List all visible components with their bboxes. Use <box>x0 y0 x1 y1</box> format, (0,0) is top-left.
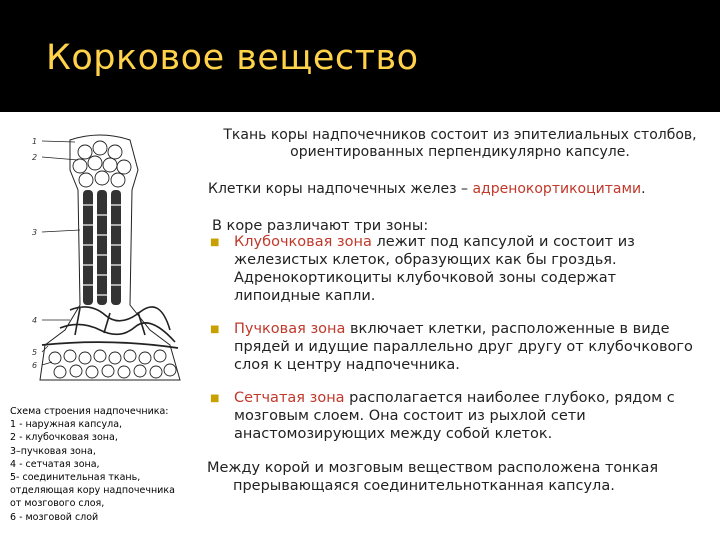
cells-prefix: Клетки коры надпочечных желез – <box>208 181 473 197</box>
square-bullet-icon: ■ <box>210 393 220 404</box>
caption-line: 5- соединительная ткань, <box>10 472 141 484</box>
caption-line: отделяющая кору надпочечника <box>10 485 175 497</box>
square-bullet-icon: ■ <box>210 237 220 248</box>
zone-term: Пучковая зона <box>234 321 346 337</box>
zones-intro: В коре различают три зоны: <box>212 218 429 234</box>
diagram-label-6: 6 <box>32 361 38 370</box>
caption-line: от мозгового слоя, <box>10 498 105 510</box>
cells-suffix: . <box>641 181 646 197</box>
slide-title: Корковое вещество <box>46 38 419 78</box>
cells-term: адренокортикоцитами <box>472 181 642 197</box>
zone-bullet-reticularis <box>210 389 700 443</box>
adrenal-cortex-diagram <box>20 130 200 400</box>
caption-line: 4 - сетчатая зона, <box>10 458 100 470</box>
cells-paragraph <box>208 181 708 197</box>
caption-line: 3–пучковая зона, <box>10 445 96 457</box>
caption-line: Схема строения надпочечника: <box>10 406 169 417</box>
diagram-label-2: 2 <box>32 153 38 162</box>
title-bar <box>0 0 720 112</box>
zone-term: Клубочковая зона <box>234 234 372 250</box>
caption-line: 2 - клубочковая зона, <box>10 432 118 444</box>
caption-line: 6 - мозговой слой <box>10 511 99 523</box>
zone-text: включает клетки, расположенные в виде прядей и идущие параллельно друг другу от клубочкового слоя к центру надпочечника. <box>234 321 693 373</box>
caption-line: 1 - наружная капсула, <box>10 419 123 431</box>
closing-line-1: Между корой и мозговым веществом расположена тонкая <box>207 460 659 476</box>
diagram-label-3: 3 <box>32 228 38 237</box>
zone-text: лежит под капсулой и состоит из железистых клеток, образующих как бы гроздья. Адренокортикоциты клубочковой зоны содержат липоидные капли. <box>234 234 635 304</box>
zone-bullet-fasciculata <box>210 320 700 374</box>
diagram-label-5: 5 <box>32 348 38 357</box>
diagram-label-4: 4 <box>32 316 38 325</box>
closing-paragraph <box>207 459 707 495</box>
intro-paragraph: Ткань коры надпочечников состоит из эпителиальных столбов, ориентированных перпендикулярно капсуле. <box>223 127 697 160</box>
diagram-label-1: 1 <box>32 137 38 146</box>
diagram-caption <box>10 405 195 524</box>
zone-text: располагается наиболее глубоко, рядом с мозговым слоем. Она состоит из рыхлой сети анастомозирующих между собой клеток. <box>234 390 675 442</box>
square-bullet-icon: ■ <box>210 324 220 335</box>
zone-bullet-glomerulosa <box>210 233 700 305</box>
zone-term: Сетчатая зона <box>234 390 345 406</box>
closing-line-2: прерывающаяся соединительнотканная капсула. <box>233 478 615 494</box>
